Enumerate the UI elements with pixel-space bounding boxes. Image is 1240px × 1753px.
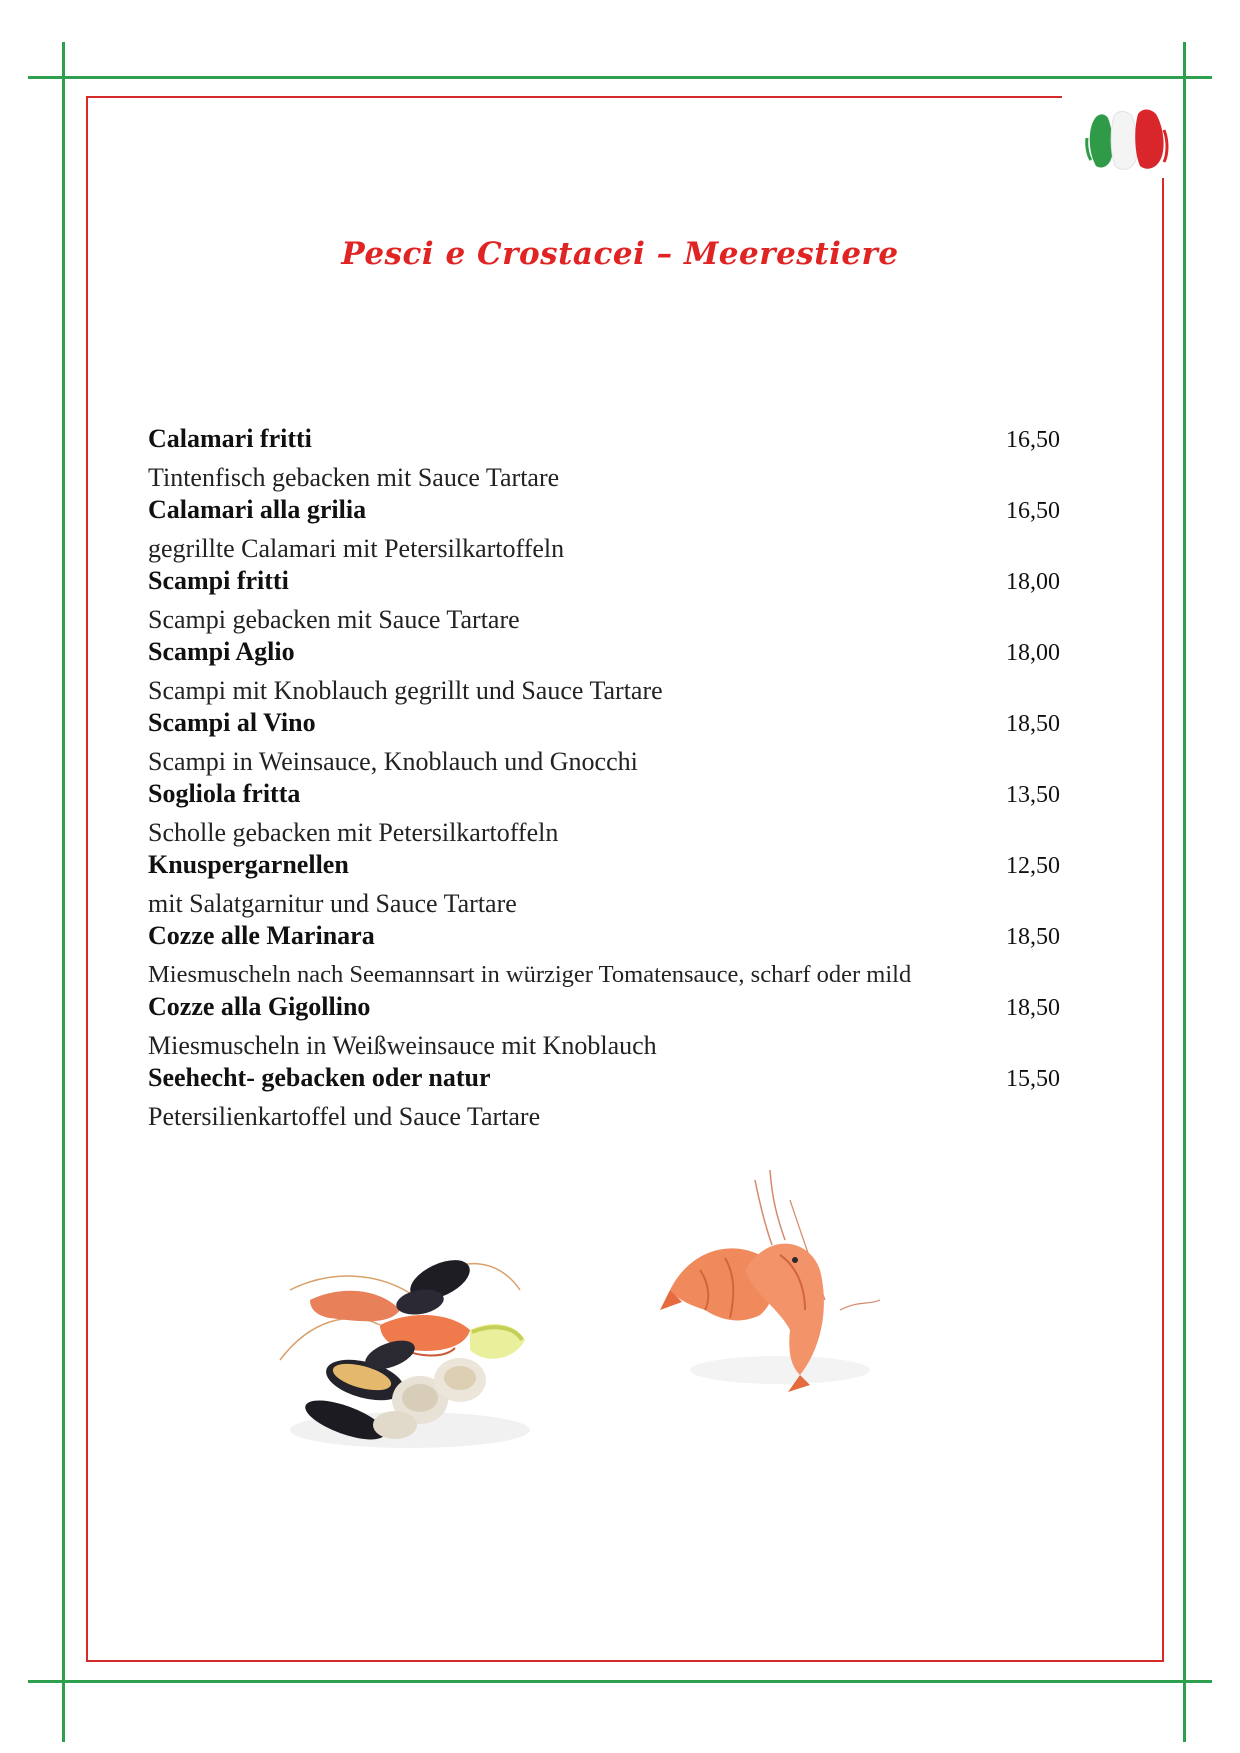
item-description: gegrillte Calamari mit Petersilkartoffeln <box>148 534 565 563</box>
item-name: Calamari alla grilia <box>148 495 367 524</box>
menu-list <box>148 424 1060 1134</box>
menu-item <box>148 850 1060 921</box>
item-name: Cozze alla Gigollino <box>148 992 371 1021</box>
item-description: Scampi mit Knoblauch gegrillt und Sauce Tartare <box>148 676 663 705</box>
item-name: Scampi Aglio <box>148 637 295 666</box>
item-name: Sogliola fritta <box>148 779 301 808</box>
item-description: Scampi in Weinsauce, Knoblauch und Gnocchi <box>148 747 638 776</box>
italian-flag-icon <box>1082 100 1172 182</box>
item-name: Scampi fritti <box>148 566 289 595</box>
item-price: 12,50 <box>1006 853 1060 879</box>
red-border-right <box>1162 178 1164 1662</box>
green-border-top <box>28 76 1212 79</box>
menu-item <box>148 779 1060 850</box>
menu-item <box>148 424 1060 495</box>
item-name: Cozze alle Marinara <box>148 921 375 950</box>
item-name: Scampi al Vino <box>148 708 316 737</box>
red-border-left <box>86 96 88 1662</box>
menu-item <box>148 1063 1060 1134</box>
item-description: Miesmuscheln nach Seemannsart in würziger Tomatensauce, scharf oder mild <box>148 961 912 988</box>
page-title: Pesci e Crostacei – Meerestiere <box>341 236 899 272</box>
item-price: 16,50 <box>1006 498 1060 524</box>
item-description: Scholle gebacken mit Petersilkartoffeln <box>148 818 559 847</box>
menu-item <box>148 921 1060 992</box>
item-name: Knuspergarnellen <box>148 850 349 879</box>
item-description: Miesmuscheln in Weißweinsauce mit Knoblauch <box>148 1031 657 1060</box>
red-border-top <box>86 96 1062 98</box>
green-border-right <box>1183 42 1186 1742</box>
item-name: Calamari fritti <box>148 424 312 453</box>
item-price: 18,00 <box>1006 569 1060 595</box>
shrimp-image <box>660 1160 880 1400</box>
item-description: Petersilienkartoffel und Sauce Tartare <box>148 1102 541 1131</box>
item-price: 18,50 <box>1006 711 1060 737</box>
item-price: 18,50 <box>1006 924 1060 950</box>
item-price: 18,00 <box>1006 640 1060 666</box>
menu-item <box>148 566 1060 637</box>
green-border-bottom <box>28 1680 1212 1683</box>
item-price: 15,50 <box>1006 1066 1060 1092</box>
green-border-left <box>62 42 65 1742</box>
red-border-bottom <box>86 1660 1164 1662</box>
menu-item <box>148 708 1060 779</box>
item-name: Seehecht- gebacken oder natur <box>148 1063 491 1092</box>
item-description: Tintenfisch gebacken mit Sauce Tartare <box>148 463 560 492</box>
menu-item <box>148 637 1060 708</box>
seafood-mix-image <box>270 1230 550 1460</box>
menu-item <box>148 495 1060 566</box>
item-price: 13,50 <box>1006 782 1060 808</box>
item-description: mit Salatgarnitur und Sauce Tartare <box>148 889 517 918</box>
item-price: 18,50 <box>1006 995 1060 1021</box>
item-price: 16,50 <box>1006 427 1060 453</box>
item-description: Scampi gebacken mit Sauce Tartare <box>148 605 520 634</box>
menu-item <box>148 992 1060 1063</box>
